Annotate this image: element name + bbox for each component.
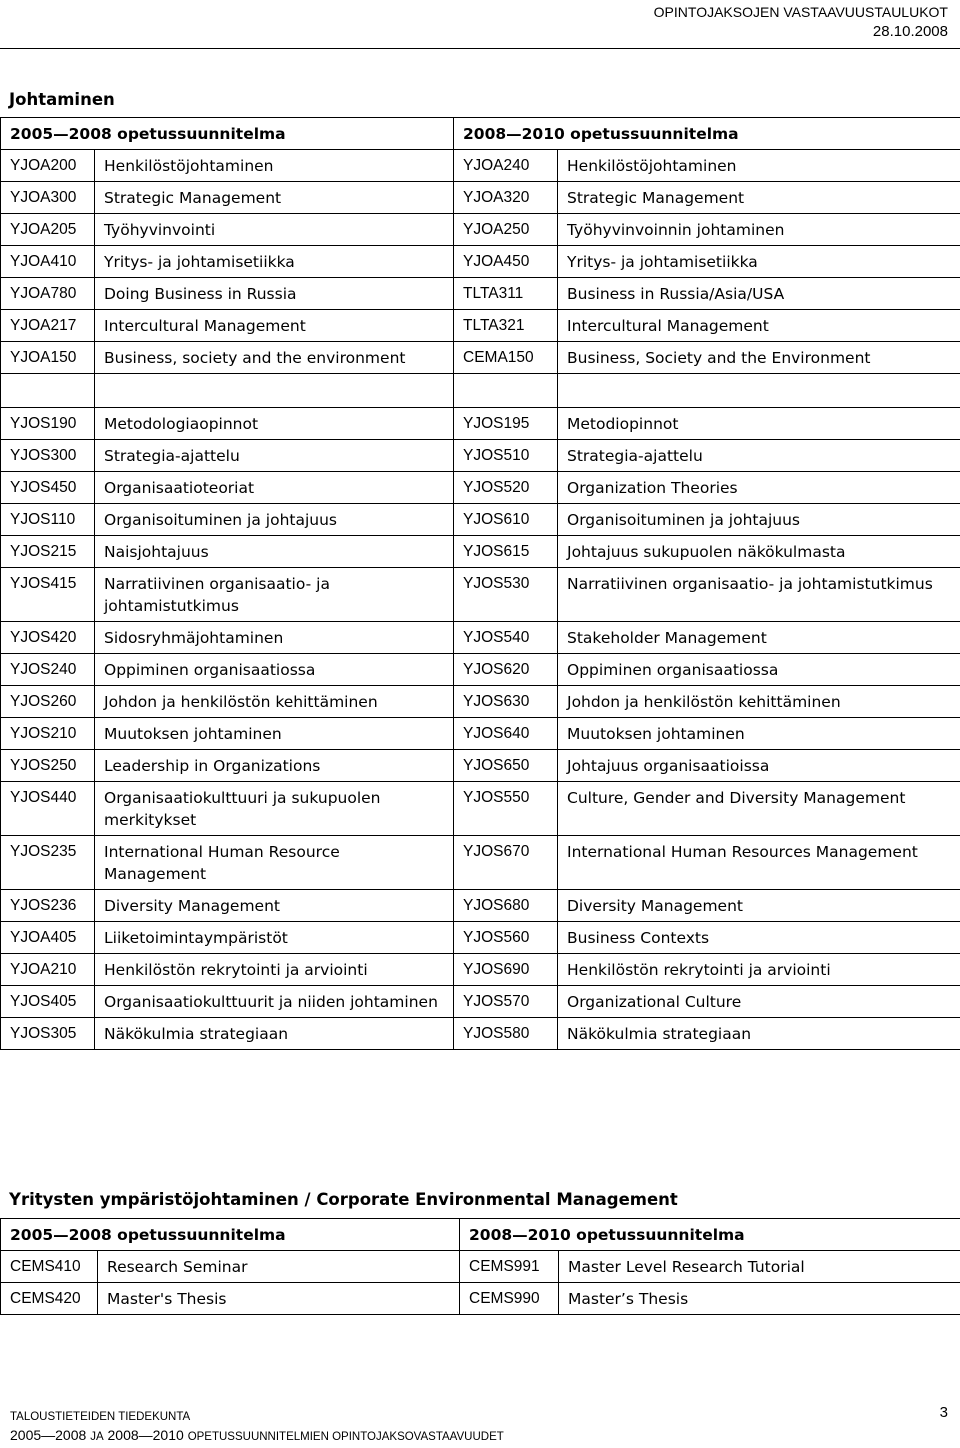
old-course-code: YJOS236 — [1, 890, 95, 922]
old-course-name: Narratiivinen organisaatio- ja johtamistutkimus — [95, 568, 454, 622]
old-course-code: YJOS450 — [1, 472, 95, 504]
new-course-code — [454, 374, 558, 408]
old-course-name: Business, society and the environment — [95, 342, 454, 374]
new-course-name: Narratiivinen organisaatio- ja johtamistutkimus — [558, 568, 960, 622]
new-course-code: YJOS580 — [454, 1018, 558, 1050]
table-row — [1, 536, 960, 568]
new-course-code: YJOS550 — [454, 782, 558, 836]
old-course-name: Metodologiaopinnot — [95, 408, 454, 440]
table-row — [1, 1251, 960, 1283]
new-course-name: Diversity Management — [558, 890, 960, 922]
old-course-name: Organisoituminen ja johtajuus — [95, 504, 454, 536]
table-row — [1, 374, 960, 408]
table-row — [1, 472, 960, 504]
footer-faculty-name: TALOUSTIETEIDEN TIEDEKUNTA — [10, 1411, 190, 1423]
old-course-name: Henkilöstön rekrytointi ja arviointi — [95, 954, 454, 986]
new-course-name: Intercultural Management — [558, 310, 960, 342]
table-row — [1, 686, 960, 718]
new-course-name: Business in Russia/Asia/USA — [558, 278, 960, 310]
new-course-name — [558, 374, 960, 408]
table-header-row — [1, 118, 960, 150]
old-course-code: YJOS300 — [1, 440, 95, 472]
old-course-code: YJOS305 — [1, 1018, 95, 1050]
new-course-name: Johtajuus sukupuolen näkökulmasta — [558, 536, 960, 568]
new-course-name: Muutoksen johtaminen — [558, 718, 960, 750]
new-course-code: TLTA321 — [454, 310, 558, 342]
old-course-code: YJOS235 — [1, 836, 95, 890]
new-course-code: YJOS540 — [454, 622, 558, 654]
new-course-name: Metodiopinnot — [558, 408, 960, 440]
new-course-name: Organisoituminen ja johtajuus — [558, 504, 960, 536]
old-course-name: Doing Business in Russia — [95, 278, 454, 310]
new-course-code: YJOS670 — [454, 836, 558, 890]
new-course-name: Organizational Culture — [558, 986, 960, 1018]
new-course-name: Stakeholder Management — [558, 622, 960, 654]
new-course-name: Oppiminen organisaatiossa — [558, 654, 960, 686]
new-course-name: Henkilöstöjohtaminen — [558, 150, 960, 182]
new-course-code: YJOS530 — [454, 568, 558, 622]
new-course-code: YJOS620 — [454, 654, 558, 686]
old-course-name: Oppiminen organisaatiossa — [95, 654, 454, 686]
table-row — [1, 1018, 960, 1050]
old-course-name: Strategic Management — [95, 182, 454, 214]
old-course-code: CEMS410 — [1, 1251, 98, 1283]
new-course-name: Työhyvinvoinnin johtaminen — [558, 214, 960, 246]
new-course-code: YJOS640 — [454, 718, 558, 750]
table-row — [1, 718, 960, 750]
old-course-name: International Human Resource Management — [95, 836, 454, 890]
footer-ja: JA — [90, 1431, 103, 1443]
table-row — [1, 750, 960, 782]
old-course-name — [95, 374, 454, 408]
table-row — [1, 246, 960, 278]
old-course-name: Master's Thesis — [98, 1283, 460, 1315]
old-course-code: YJOA780 — [1, 278, 95, 310]
old-course-code: YJOS405 — [1, 986, 95, 1018]
old-course-name: Henkilöstöjohtaminen — [95, 150, 454, 182]
new-course-name: Strategia-ajattelu — [558, 440, 960, 472]
table-row — [1, 504, 960, 536]
old-course-name: Leadership in Organizations — [95, 750, 454, 782]
new-course-name: Johtajuus organisaatioissa — [558, 750, 960, 782]
footer-years-b: 2008—2010 — [108, 1427, 184, 1443]
new-course-code: YJOA320 — [454, 182, 558, 214]
old-course-name: Diversity Management — [95, 890, 454, 922]
table-row — [1, 440, 960, 472]
old-course-name: Research Seminar — [98, 1251, 460, 1283]
old-course-name: Sidosryhmäjohtaminen — [95, 622, 454, 654]
table-row — [1, 954, 960, 986]
new-course-code: TLTA311 — [454, 278, 558, 310]
table-row — [1, 310, 960, 342]
old-course-name: Liiketoimintaympäristöt — [95, 922, 454, 954]
table-row — [1, 782, 960, 836]
old-course-code: YJOS210 — [1, 718, 95, 750]
old-course-name: Muutoksen johtaminen — [95, 718, 454, 750]
document-header-date: 28.10.2008 — [873, 22, 948, 42]
old-course-code: YJOA217 — [1, 310, 95, 342]
new-course-code: YJOS650 — [454, 750, 558, 782]
old-course-name: Organisaatioteoriat — [95, 472, 454, 504]
table-row — [1, 890, 960, 922]
new-course-code: YJOS610 — [454, 504, 558, 536]
new-course-code: CEMA150 — [454, 342, 558, 374]
new-course-code: YJOS615 — [454, 536, 558, 568]
environmental-table — [0, 1218, 960, 1315]
table-row — [1, 922, 960, 954]
old-course-code: YJOS440 — [1, 782, 95, 836]
new-course-code: YJOS510 — [454, 440, 558, 472]
column-header-new-curriculum: 2008—2010 opetussuunnitelma — [454, 118, 960, 150]
old-course-code: YJOS260 — [1, 686, 95, 718]
new-course-code: YJOA240 — [454, 150, 558, 182]
table-row — [1, 408, 960, 440]
old-course-name: Strategia-ajattelu — [95, 440, 454, 472]
new-course-code: YJOS570 — [454, 986, 558, 1018]
table-row — [1, 1283, 960, 1315]
footer-years-a: 2005—2008 — [10, 1427, 86, 1443]
old-course-code: CEMS420 — [1, 1283, 98, 1315]
old-course-code: YJOS415 — [1, 568, 95, 622]
new-course-name: Business Contexts — [558, 922, 960, 954]
new-course-name: Master’s Thesis — [559, 1283, 960, 1315]
new-course-name: International Human Resources Management — [558, 836, 960, 890]
old-course-code: YJOA410 — [1, 246, 95, 278]
table-row — [1, 622, 960, 654]
new-course-name: Yritys- ja johtamisetiikka — [558, 246, 960, 278]
column-header-old-curriculum: 2005—2008 opetussuunnitelma — [1, 1219, 460, 1251]
new-course-code: YJOS680 — [454, 890, 558, 922]
new-course-name: Master Level Research Tutorial — [559, 1251, 960, 1283]
old-course-code: YJOA200 — [1, 150, 95, 182]
old-course-name: Organisaatiokulttuuri ja sukupuolen merkitykset — [95, 782, 454, 836]
new-course-code: CEMS991 — [460, 1251, 559, 1283]
new-course-name: Johdon ja henkilöstön kehittäminen — [558, 686, 960, 718]
table-row — [1, 654, 960, 686]
table-row — [1, 836, 960, 890]
footer-subtitle-text: OPETUSSUUNNITELMIEN OPINTOJAKSOVASTAAVUUDET — [188, 1431, 504, 1443]
old-course-name: Työhyvinvointi — [95, 214, 454, 246]
old-course-code: YJOS250 — [1, 750, 95, 782]
old-course-name: Organisaatiokulttuurit ja niiden johtaminen — [95, 986, 454, 1018]
old-course-code: YJOA210 — [1, 954, 95, 986]
document-header-title — [654, 2, 948, 23]
new-course-code: YJOA250 — [454, 214, 558, 246]
old-course-code: YJOS240 — [1, 654, 95, 686]
old-course-name: Intercultural Management — [95, 310, 454, 342]
table-row — [1, 214, 960, 246]
table-row — [1, 342, 960, 374]
new-course-name: Henkilöstön rekrytointi ja arviointi — [558, 954, 960, 986]
old-course-code: YJOA205 — [1, 214, 95, 246]
new-course-name: Näkökulmia strategiaan — [558, 1018, 960, 1050]
old-course-code: YJOA300 — [1, 182, 95, 214]
old-course-code: YJOA405 — [1, 922, 95, 954]
table-row — [1, 568, 960, 622]
old-course-code: YJOA150 — [1, 342, 95, 374]
old-course-name: Yritys- ja johtamisetiikka — [95, 246, 454, 278]
new-course-name: Strategic Management — [558, 182, 960, 214]
old-course-name: Naisjohtajuus — [95, 536, 454, 568]
section-title-environmental: Yritysten ympäristöjohtaminen / Corporate Environmental Management — [9, 1190, 678, 1209]
new-course-code: YJOA450 — [454, 246, 558, 278]
table-row — [1, 278, 960, 310]
page-number: 3 — [940, 1404, 948, 1421]
new-course-code: YJOS560 — [454, 922, 558, 954]
table-row — [1, 150, 960, 182]
column-header-old-curriculum: 2005—2008 opetussuunnitelma — [1, 118, 454, 150]
new-course-code: YJOS630 — [454, 686, 558, 718]
old-course-name: Näkökulmia strategiaan — [95, 1018, 454, 1050]
old-course-code: YJOS110 — [1, 504, 95, 536]
old-course-code — [1, 374, 95, 408]
table-row — [1, 986, 960, 1018]
old-course-name: Johdon ja henkilöstön kehittäminen — [95, 686, 454, 718]
header-title-text: OPINTOJAKSOJEN VASTAAVUUSTAULUKOT — [654, 4, 948, 20]
table-row — [1, 182, 960, 214]
old-course-code: YJOS420 — [1, 622, 95, 654]
new-course-name: Culture, Gender and Diversity Management — [558, 782, 960, 836]
new-course-name: Business, Society and the Environment — [558, 342, 960, 374]
new-course-code: CEMS990 — [460, 1283, 559, 1315]
new-course-code: YJOS690 — [454, 954, 558, 986]
old-course-code: YJOS190 — [1, 408, 95, 440]
footer-subtitle — [10, 1424, 504, 1448]
new-course-code: YJOS195 — [454, 408, 558, 440]
new-course-code: YJOS520 — [454, 472, 558, 504]
old-course-code: YJOS215 — [1, 536, 95, 568]
column-header-new-curriculum: 2008—2010 opetussuunnitelma — [460, 1219, 960, 1251]
header-rule — [0, 48, 960, 49]
table-header-row — [1, 1219, 960, 1251]
section-title-johtaminen: Johtaminen — [9, 90, 115, 109]
new-course-name: Organization Theories — [558, 472, 960, 504]
johtaminen-table — [0, 117, 960, 1050]
